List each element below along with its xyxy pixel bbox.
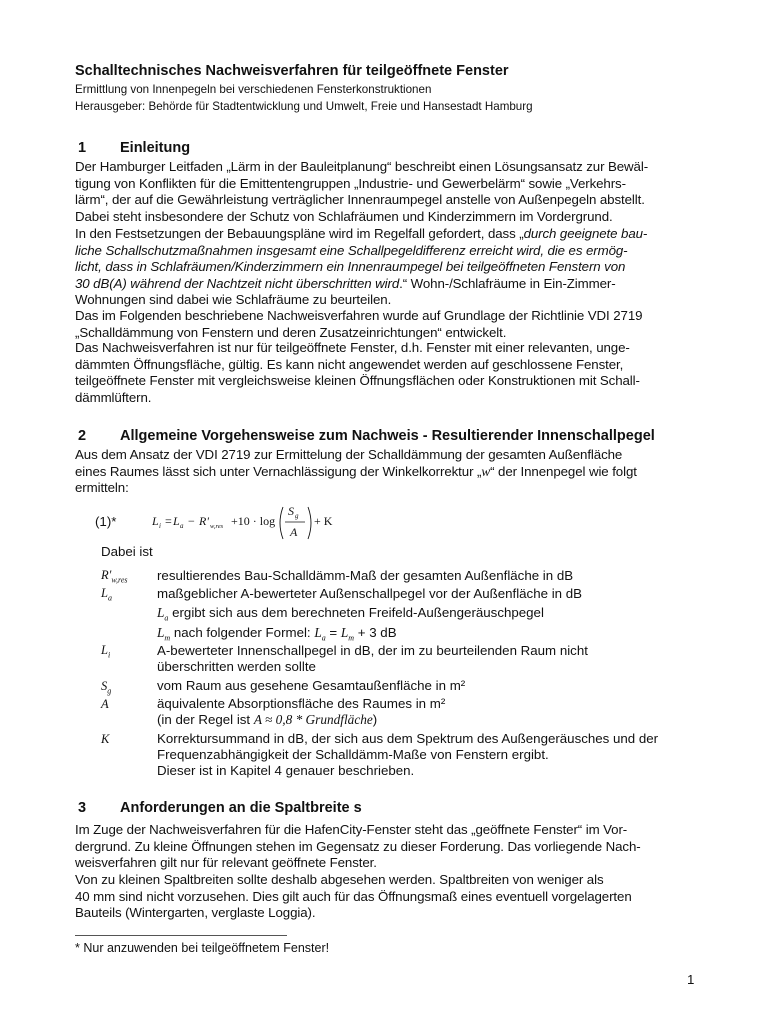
def-text-La-2 (157, 605, 544, 627)
formula-plus10log: +10 · log (231, 514, 276, 528)
section-title: Allgemeine Vorgehensweise zum Nachweis - Resultierender Innenschallpegel (120, 428, 655, 444)
symbol: L (101, 586, 108, 600)
symbol: L (340, 625, 349, 640)
formula-R-sub: w,res (210, 523, 224, 530)
formula-equals: = (165, 514, 172, 528)
text-span: + 3 dB (354, 625, 397, 640)
symbol-sub: i (107, 650, 111, 660)
text-line: Bauteils (Wintergarten, verglaste Loggia). (75, 905, 316, 920)
symbol: L (314, 625, 322, 640)
section-3-paragraph-2 (75, 872, 700, 922)
formula-minus: − (188, 514, 195, 528)
text-line: dergrund. Zu kleine Öffnungen stehen im Gegensatz zu dieser Forderung. Das vorliegende Nach- (75, 838, 641, 854)
symbol: S (101, 679, 108, 693)
section-title: Einleitung (120, 140, 191, 156)
symbol-sub: a (107, 593, 112, 603)
symbol-sub: a (321, 633, 326, 643)
formula-A: A (290, 525, 298, 539)
def-text-R: resultierendes Bau-Schalldämm-Maß der gesamten Außenfläche in dB (157, 568, 574, 583)
text-line: teilgeöffnete Fenster mit vergleichsweise kleinen Öffnungsflächen oder Konstruktionen mit Schall- (75, 373, 640, 388)
text-line (75, 464, 700, 481)
symbol-sub: g (107, 686, 112, 696)
section-3-paragraph-1 (75, 822, 700, 872)
text-line: liche Schallschutzmaßnahmen insgesamt eine Schallpegeldifferenz erreicht wird, die es ermög- (75, 242, 628, 258)
formula-Li-sub: i (159, 522, 161, 530)
text-line: dämmten Öffnungsfläche, gültig. Es kann nicht angewendet werden auf geschlossene Fenster, (75, 356, 624, 372)
text-line: Das Nachweisverfahren ist nur für teilgeöffnete Fenster, d.h. Fenster mit einer relevanten, unge- (75, 340, 630, 355)
def-symbol-R (101, 568, 128, 585)
symbol-sub: a (164, 613, 169, 623)
formula-La-sub: a (180, 522, 184, 530)
symbol-sub: w,res (111, 575, 128, 585)
text-line: licht, dass in Schlafräumen/Kinderzimmern ein Innenraumpegel bei teilgeöffneten Fenstern von (75, 259, 626, 274)
text-span: ergibt sich aus dem berechneten Freifeld-Außengeräuschpegel (168, 605, 544, 620)
def-symbol-K: K (101, 732, 110, 746)
text-span: nach folgender Formel: (170, 625, 315, 640)
def-symbol-La (101, 586, 112, 603)
formula-R: R' (199, 514, 209, 528)
formula-paren-left (280, 507, 283, 539)
text-span: .“ Wohn-/Schlafräume in Ein-Zimmer- (399, 275, 616, 291)
section-number: 2 (78, 428, 87, 444)
symbol-sub: m (164, 633, 171, 643)
text-line: Der Hamburger Leitfaden „Lärm in der Bauleitplanung“ beschreibt einen Lösungsansatz zur Bewäl- (75, 159, 649, 174)
text-line: Aus dem Ansatz der VDI 2719 zur Ermittelung der Schalldämmung der gesamten Außenfläche (75, 447, 623, 462)
text-span: = (325, 625, 341, 640)
formula-Sg: S (288, 504, 294, 518)
def-text-Li: A-bewerteter Innenschallpegel in dB, der im zu beurteilenden Raum nicht (157, 643, 588, 658)
def-text-Sg: vom Raum aus gesehene Gesamtaußenfläche in m² (157, 678, 466, 693)
def-text-K: Korrektursummand in dB, der sich aus dem Spektrum des Außengeräusches und der (157, 731, 659, 746)
text-line (75, 226, 700, 243)
text-line: Von zu kleinen Spaltbreiten sollte deshalb abgesehen werden. Spaltbreiten von weniger als (75, 872, 604, 887)
section-title: Anforderungen an die Spaltbreite s (120, 800, 362, 816)
italic-span: durch geeignete bau- (523, 226, 648, 241)
section-1-paragraph-1 (75, 159, 700, 225)
footnote-divider (75, 935, 287, 936)
formula-paren-right (308, 507, 311, 539)
text-line: Im Zuge der Nachweisverfahren für die HafenCity-Fenster steht das „geöffnete Fenster“ im Vor- (75, 822, 628, 837)
page-number: 1 (687, 972, 695, 987)
section-1-paragraph-4 (75, 340, 700, 406)
symbol: L (157, 625, 165, 640)
section-1-heading (78, 140, 698, 158)
section-3-heading (78, 800, 698, 818)
text-line: Wohnungen sind dabei wie Schlafräume zu beurteilen. (75, 292, 392, 307)
text-span: In den Festsetzungen der Bebauungspläne wird im Regelfall gefordert, dass „ (75, 226, 524, 241)
text-line: dämmlüftern. (75, 389, 152, 405)
text-line: ermitteln: (75, 480, 129, 495)
formula-Sg-sub: g (295, 512, 299, 520)
dabei-ist: Dabei ist (101, 544, 153, 559)
text-line: Das im Folgenden beschriebene Nachweisverfahren wurde auf Grundlage der Richtlinie VDI 2719 (75, 308, 643, 323)
def-text-La: maßgeblicher A-bewerteter Außenschallpegel vor der Außenfläche in dB (157, 586, 582, 601)
symbol: L (157, 605, 165, 620)
text-line: lärm“, der auf die Gewährleistung verträglicher Innenraumpegel anstelle von Außenpegeln abstellt. (75, 192, 645, 207)
document-subtitle: Ermittlung von Innenpegeln bei verschiedenen Fensterkonstruktionen (75, 83, 432, 96)
section-number: 3 (78, 800, 87, 816)
section-2-heading (78, 428, 718, 446)
def-text-A-2 (157, 712, 377, 728)
def-symbol-A: A (101, 697, 109, 711)
text-line: weisverfahren gilt nur für relevant geöffnete Fenster. (75, 855, 377, 870)
symbol: L (101, 643, 108, 657)
formula-Li: L (152, 514, 159, 528)
formula-plusK: + K (314, 514, 333, 528)
def-text-K-2: Frequenzabhängigkeit der Schalldämm-Maße von Fenstern ergibt. (157, 747, 549, 762)
def-text-A: äquivalente Absorptionsfläche des Raumes in m² (157, 696, 446, 711)
document-publisher: Herausgeber: Behörde für Stadtentwicklung und Umwelt, Freie und Hansestadt Hamburg (75, 100, 533, 113)
section-number: 1 (78, 140, 87, 156)
document-title: Schalltechnisches Nachweisverfahren für teilgeöffnete Fenster (75, 63, 509, 79)
text-line: 40 mm sind nicht vorzusehen. Dies gilt auch für das Öffnungsmaß eines eventuell vorgelagerten (75, 888, 632, 904)
section-1-paragraph-2 (75, 226, 700, 309)
def-text-Li-2: überschritten werden sollte (157, 659, 316, 674)
formula-span: A ≈ 0,8 * Grundfläche (253, 712, 373, 727)
formula-label: (1)* (95, 514, 117, 529)
def-text-K-3: Dieser ist in Kapitel 4 genauer beschrieben. (157, 763, 415, 778)
footnote: * Nur anzuwenden bei teilgeöffnetem Fenster! (75, 941, 330, 955)
text-line: tigung von Konflikten für die Emittentengruppen „Industrie- und Gewerbelärm“ sowie „Verkehrs- (75, 175, 626, 191)
formula-La: L (173, 514, 180, 528)
text-line: Dabei steht insbesondere der Schutz von Schlafräumen und Kinderzimmern im Vordergrund. (75, 208, 613, 224)
text-span: ) (372, 712, 378, 727)
def-symbol-Li (101, 643, 110, 660)
w-symbol: w (481, 463, 491, 479)
text-span: “ der Innenpegel wie folgt (490, 463, 637, 479)
section-2-paragraph-1 (75, 447, 700, 497)
text-line: „Schalldämmung von Fenstern und deren Zusatzeinrichtungen“ entwickelt. (75, 324, 507, 340)
symbol-sub: m (348, 633, 355, 643)
text-span: eines Raumes lässt sich unter Vernachlässigung der Winkelkorrektur „ (75, 463, 482, 479)
text-span: (in der Regel ist (157, 712, 254, 727)
symbol: R' (101, 568, 112, 582)
italic-span: 30 dB(A) während der Nachtzeit nicht überschritten wird (75, 275, 400, 291)
def-symbol-Sg (101, 679, 111, 696)
formula-1 (152, 503, 342, 543)
section-1-paragraph-3 (75, 308, 700, 341)
text-line (75, 276, 700, 293)
